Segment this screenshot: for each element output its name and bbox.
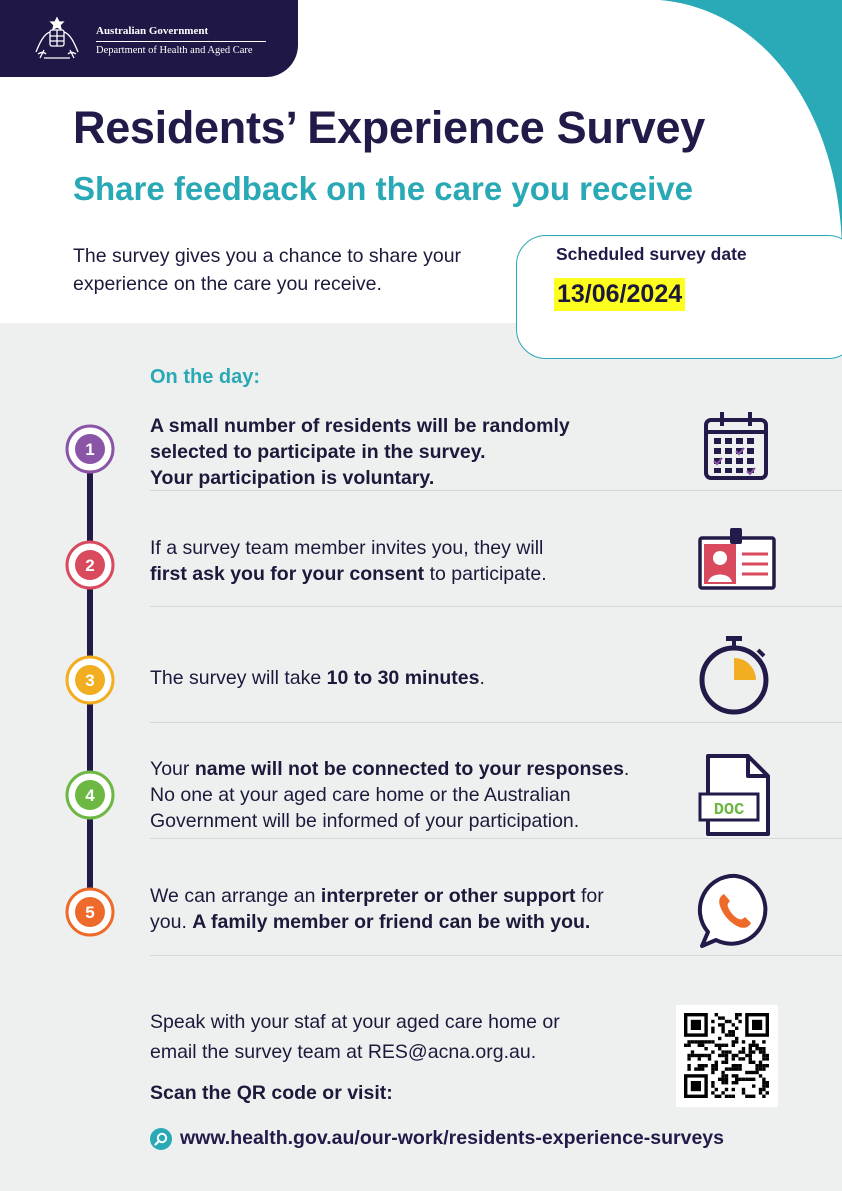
- contact-text: [150, 1007, 630, 1067]
- step-5-badge: [65, 887, 115, 937]
- step-1-badge: [65, 424, 115, 474]
- step-2-bold: first ask you for your consent: [150, 563, 425, 585]
- page-title: Residents’ Experience Survey: [73, 102, 705, 153]
- step-divider: [150, 838, 842, 839]
- phone-chat-icon: [694, 870, 778, 954]
- step-3-badge: [65, 655, 115, 705]
- document-icon: [694, 752, 778, 836]
- step-5-bold: interpreter or other support: [320, 885, 576, 907]
- step-4-pre: Your: [150, 758, 195, 780]
- id-badge-icon: [694, 520, 778, 604]
- step-5-line-1: [150, 883, 670, 909]
- step-divider: [150, 955, 842, 956]
- step-5-line-2: [150, 909, 670, 935]
- step-4-line-2: No one at your aged care home or the Australian: [150, 784, 571, 806]
- step-4-line-1: [150, 756, 670, 782]
- survey-date-value: 13/06/2024: [554, 278, 685, 311]
- step-3-bold: 10 to 30 minutes: [326, 667, 480, 689]
- step-2-line-2: [150, 561, 670, 587]
- step-2-post: to participate.: [424, 563, 547, 585]
- step-1-line-2: selected to participate in the survey.: [150, 441, 486, 463]
- step-1-line-3: Your participation is voluntary.: [150, 467, 435, 489]
- calendar-icon: [694, 406, 778, 490]
- step-4-badge: [65, 770, 115, 820]
- website-link[interactable]: www.health.gov.au/our-work/residents-experience-surveys: [180, 1127, 725, 1149]
- step-5-pre: We can arrange an: [150, 885, 321, 907]
- page-subtitle: Share feedback on the care you receive: [73, 170, 693, 207]
- department-name: Department of Health and Aged Care: [96, 45, 253, 56]
- stopwatch-icon: [694, 634, 778, 718]
- contact-line-1: Speak with your staf at your aged care home or: [150, 1011, 560, 1033]
- step-4-number: 4: [85, 786, 95, 805]
- step-2-text: [150, 535, 670, 587]
- search-icon: [150, 1128, 172, 1150]
- step-5-text: [150, 883, 670, 935]
- step-2-line-1: If a survey team member invites you, they will: [150, 537, 544, 559]
- on-the-day-heading: On the day:: [150, 366, 261, 388]
- step-1-line-1: A small number of residents will be randomly: [150, 415, 570, 437]
- step-divider: [150, 490, 842, 491]
- header-divider: [96, 41, 266, 42]
- doc-label: DOC: [713, 801, 745, 820]
- qr-code-icon[interactable]: [676, 1005, 778, 1107]
- survey-date-label: Scheduled survey date: [556, 244, 747, 264]
- step-3-number: 3: [85, 671, 95, 690]
- step-5-line-2-bold: A family member or friend can be with you.: [192, 911, 591, 933]
- step-3-text: [150, 665, 670, 691]
- step-divider: [150, 722, 842, 723]
- step-3-post: .: [479, 667, 485, 689]
- step-1-text: [150, 413, 670, 491]
- step-3-pre: The survey will take: [150, 667, 327, 689]
- step-4-line-3: Government will be informed of your participation.: [150, 810, 580, 832]
- government-name: Australian Government: [96, 25, 209, 37]
- step-4-text: [150, 756, 670, 834]
- step-5-number: 5: [85, 903, 95, 922]
- step-divider: [150, 606, 842, 607]
- step-5-post: for: [575, 885, 604, 907]
- step-1-number: 1: [85, 440, 95, 459]
- step-5-line-2-pre: you.: [150, 911, 193, 933]
- intro-text: The survey gives you a chance to share your experience on the care you receive.: [73, 245, 462, 295]
- coat-of-arms-icon: [30, 14, 84, 62]
- step-2-badge: [65, 540, 115, 590]
- contact-line-2: email the survey team at RES@acna.org.au.: [150, 1041, 537, 1063]
- step-2-number: 2: [85, 556, 95, 575]
- step-4-post: .: [623, 758, 630, 780]
- step-4-bold: name will not be connected to your responses: [194, 758, 624, 780]
- scan-heading: Scan the QR code or visit:: [150, 1082, 393, 1104]
- qr-code-container: [676, 1005, 778, 1107]
